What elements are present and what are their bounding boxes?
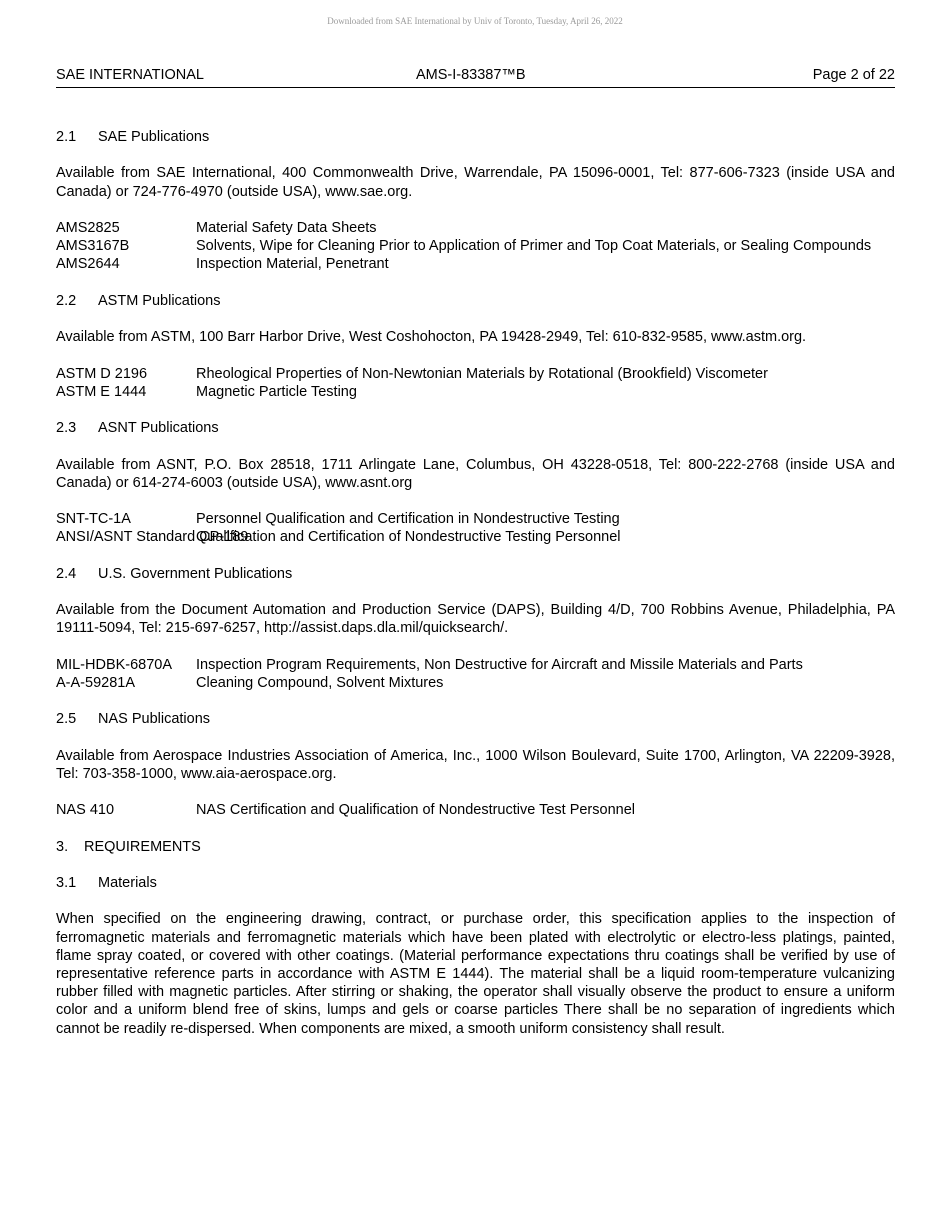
header-page-number: Page 2 of 22: [812, 67, 895, 83]
section-title: REQUIREMENTS: [84, 838, 201, 855]
reference-code: ANSI/ASNT Standard CP-189: [56, 529, 249, 546]
section-title: Materials: [98, 875, 157, 892]
download-watermark: Downloaded from SAE International by Univ of Toronto, Tuesday, April 26, 2022: [327, 16, 623, 26]
reference-list: [56, 219, 895, 274]
section-heading-3-1: [56, 874, 895, 892]
reference-code: AMS2644: [56, 256, 120, 273]
section-title: ASTM Publications: [98, 292, 221, 309]
section-number: 2.4: [56, 565, 77, 582]
header-doc-id: AMS-I-83387™B: [416, 67, 526, 83]
section-title: U.S. Government Publications: [98, 565, 293, 582]
section-number: 2.5: [56, 711, 77, 728]
reference-row: [56, 365, 895, 383]
section-heading-2-2: [56, 292, 895, 310]
reference-code: AMS2825: [56, 219, 120, 236]
section-number: 3.: [56, 838, 69, 855]
section-number: 3.1: [56, 875, 77, 892]
reference-code: A-A-59281A: [56, 674, 135, 691]
availability-paragraph: Available from the Document Automation and Production Service (DAPS), Building 4/D, 700 Robbins Avenue, Philadelphia, PA 19111-5094, Tel: 215-697-6257, http://assist.daps.dla.mil/quicksearch/.: [56, 602, 895, 637]
reference-title: Cleaning Compound, Solvent Mixtures: [196, 674, 444, 691]
reference-title: Material Safety Data Sheets: [196, 219, 377, 236]
reference-title: Personnel Qualification and Certification in Nondestructive Testing: [196, 511, 620, 528]
reference-row: [56, 510, 895, 528]
reference-code: ASTM E 1444: [56, 383, 147, 400]
reference-row: [56, 219, 895, 237]
page-header: [56, 67, 895, 88]
section-title: SAE Publications: [98, 129, 210, 145]
section-number: 2.1: [56, 129, 77, 145]
section-title: NAS Publications: [98, 711, 211, 728]
materials-paragraph: When specified on the engineering drawing, contract, or purchase order, this specification applies to the inspection of ferromagnetic materials and ferromagnetic materials which have been plated with electrolytic or electro-less platings, painted, flame spray coated, or covered with other coatings. (Material performance expectations thru coatings shall be verified by use of representative reference parts in accordance with ASTM E 1444). The material shall be a liquid room-temperature vulcanizing rubber filled with magnetic particles. After stirring or shaking, the operator shall visually observe the product to ensure a uniform color and a uniform blend free of skins, lumps and gels or coarse particles There shall be no separation of ingredients which cannot be readily re-dispersed. When components are mixed, a smooth uniform consistency shall result.: [56, 911, 895, 1037]
reference-row: [56, 674, 895, 692]
document-body: [56, 128, 895, 1056]
section-heading-2-1: [56, 128, 895, 146]
reference-title: Qualification and Certification of Nondestructive Testing Personnel: [196, 529, 621, 546]
reference-title: NAS Certification and Qualification of Nondestructive Test Personnel: [196, 802, 635, 819]
reference-code: NAS 410: [56, 802, 115, 819]
reference-list: [56, 365, 895, 401]
availability-paragraph: Available from ASTM, 100 Barr Harbor Drive, West Coshohocton, PA 19428-2949, Tel: 610-832-9585, www.astm.org.: [56, 329, 807, 346]
reference-row: [56, 237, 895, 255]
reference-row: [56, 255, 895, 273]
reference-code: ASTM D 2196: [56, 365, 148, 382]
reference-title: Magnetic Particle Testing: [196, 383, 357, 400]
reference-code: AMS3167B: [56, 238, 130, 255]
availability-paragraph: Available from SAE International, 400 Commonwealth Drive, Warrendale, PA 15096-0001, Tel: 877-606-7323 (inside USA and Canada) or 724-776-4970 (outside USA), www.sae.org.: [56, 165, 895, 200]
reference-title: Rheological Properties of Non-Newtonian Materials by Rotational (Brookfield) Viscometer: [196, 365, 768, 382]
reference-list: [56, 656, 895, 692]
availability-paragraph: Available from Aerospace Industries Association of America, Inc., 1000 Wilson Boulevard, Suite 1700, Arlington, VA 22209-3928, Tel: 703-358-1000, www.aia-aerospace.org.: [56, 747, 895, 782]
reference-row: [56, 528, 895, 546]
section-number: 2.2: [56, 292, 77, 309]
reference-title: Solvents, Wipe for Cleaning Prior to Application of Primer and Top Coat Materials, or Sealing Compounds: [196, 238, 872, 255]
reference-row: [56, 383, 895, 401]
reference-list: [56, 801, 895, 819]
reference-code: MIL-HDBK-6870A: [56, 656, 173, 673]
section-heading-2-3: [56, 419, 895, 437]
section-number: 2.3: [56, 420, 77, 437]
reference-code: SNT-TC-1A: [56, 511, 131, 528]
section-heading-2-4: [56, 565, 895, 583]
header-org: SAE INTERNATIONAL: [56, 67, 204, 83]
reference-title: Inspection Program Requirements, Non Destructive for Aircraft and Missile Materials and Parts: [196, 656, 803, 673]
reference-row: [56, 656, 895, 674]
section-heading-3: [56, 838, 895, 856]
reference-title: Inspection Material, Penetrant: [196, 256, 389, 273]
reference-row: [56, 801, 895, 819]
section-title: ASNT Publications: [98, 420, 219, 437]
reference-list: [56, 510, 895, 546]
section-heading-2-5: [56, 710, 895, 728]
availability-paragraph: Available from ASNT, P.O. Box 28518, 1711 Arlingate Lane, Columbus, OH 43228-0518, Tel: 800-222-2768 (inside USA and Canada) or 614-274-6003 (outside USA), www.asnt.org: [56, 456, 895, 491]
